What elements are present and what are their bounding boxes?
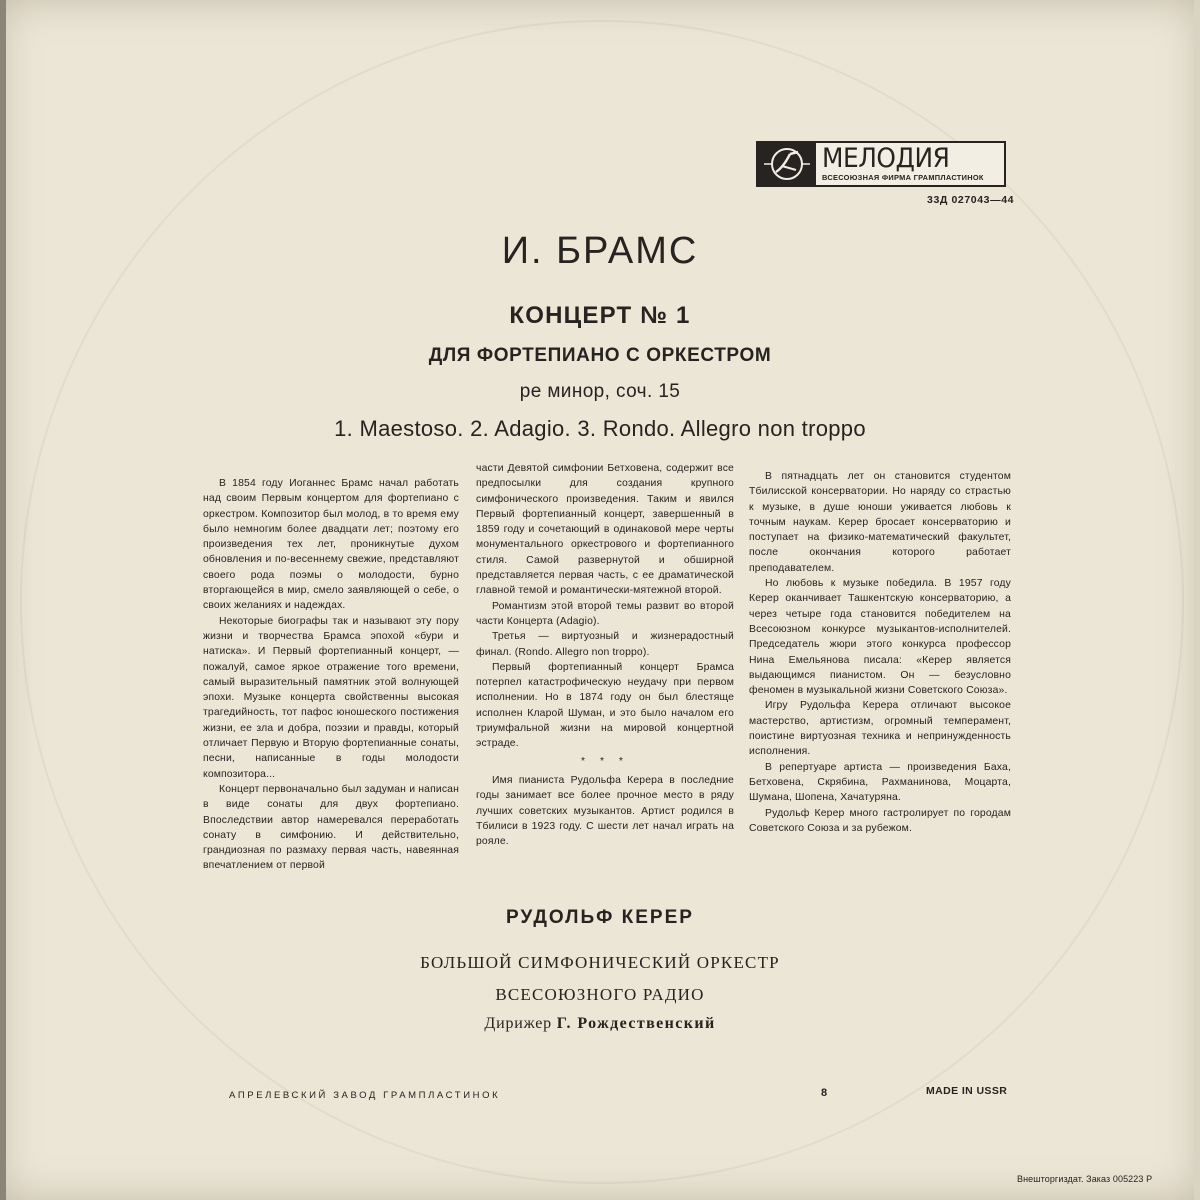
conductor-name: Г. Рождественский: [556, 1015, 716, 1032]
paragraph: Третья — виртуозный и жизнерадостный финал. (Rondo. Allegro non troppo).: [476, 631, 734, 658]
paragraph: Некоторые биографы так и называют эту пору жизни и творчества Брамса эпохой «бури и натиска». И Первый фортепианный концерт, — пожалуй, самое яркое отражение того времени, самый выразительный памятник этой волнующей эпохи. Музыке концерта свойственны высокая трагедийность, тот пафос юношеского постижения жизни, ее зла и добра, поэзии и правды, который отличает Первую и Вторую фортепианные сонаты, песни, написанные в годы молодости композитора...: [203, 615, 459, 780]
movements-list: 1. Maestoso. 2. Adagio. 3. Rondo. Allegro non troppo: [334, 416, 866, 441]
paragraph: части Девятой симфонии Бетховена, содержит все предпосылки для создания крупного симфонического произведения. Таким и явился Первый фортепианный концерт, завершенный в 1859 году и сочетающий в одинаковой мере черты монументального оркестрового и фортепианного стиля. Самой развернутой и обширной представляется первая часть, с ее драматической главной темой и романтически-мятежной второй.: [476, 463, 734, 597]
paragraph: Игру Рудольфа Керера отличают высокое мастерство, артистизм, огромный темперамент, поистине виртуозная техника и непринужденность исполнения.: [749, 700, 1011, 758]
paragraph: Рудольф Керер много гастролирует по городам Советского Союза и за рубежом.: [749, 807, 1011, 834]
instrumentation: ДЛЯ ФОРТЕПИАНО С ОРКЕСТРОМ: [428, 345, 772, 366]
paragraph: В репертуаре артиста — произведения Баха, Бетховена, Скрябина, Рахманинова, Моцарта, Шумана, Шопена, Хачатуряна.: [749, 761, 1011, 804]
conductor-line: [0, 1015, 1200, 1033]
pressing-plant: АПРЕЛЕВСКИЙ ЗАВОД ГРАМПЛАСТИНОК: [229, 1090, 501, 1101]
work-title: КОНЦЕРТ № 1: [509, 302, 691, 329]
paragraph: Романтизм этой второй темы развит во второй части Концерта (Adagio).: [476, 600, 734, 627]
key-opus: ре минор, соч. 15: [519, 381, 681, 402]
liner-notes-column-1: [203, 476, 459, 874]
paragraph: В пятнадцать лет он становится студентом Тбилисской консерватории. Но наряду со страстью к музыке, в душе юноши уживается любовь к точным наукам. Керер бросает консерваторию и поступает на физико-математический факультет, после окончания которого работает преподавателем.: [749, 471, 1011, 574]
liner-notes-column-3: [749, 469, 1011, 836]
logo-text-block: [816, 143, 984, 185]
conductor-label: Дирижер: [484, 1015, 552, 1032]
logo-name: МЕЛОДИЯ: [822, 143, 950, 174]
liner-notes-column-2: [476, 461, 734, 849]
print-info: Внешторгиздат. Заказ 005223 Р: [1017, 1174, 1153, 1184]
paragraph: В 1854 году Иоганнес Брамс начал работать над своим Первым концертом для фортепиано с оркестром. Композитор был молод, в то время ему было немногим более двадцати лет; поэтому его произведения тех лет, проникнутые духом обновления и по-весеннему свежие, представляют своего рода поэмы о молодости, бурно вторгающейся в мир, смело заявляющей о себе, о своих желаниях и надеждах.: [203, 478, 459, 612]
paragraph: Но любовь к музыке победила. В 1957 году Керер оканчивает Ташкентскую консерваторию, а через четыре года становится победителем на Всесоюзном конкурсе музыкантов-исполнителей. Председатель жюри этого конкурса профессор Нина Емельянова писала: «Керер является выдающимся пианистом. Он — безусловно феномен в музыкальной жизни Советского Союза».: [749, 578, 1011, 697]
paragraph: Имя пианиста Рудольфа Керера в последние годы занимает все более прочное место в ряду лучших советских музыкантов. Артист родился в Тбилиси в 1923 году. С шести лет начал играть на рояле.: [476, 774, 734, 848]
catalog-number: 33Д 027043—44: [927, 194, 1015, 206]
soloist-name: РУДОЛЬФ КЕРЕР: [506, 907, 694, 928]
logo-subtitle: ВСЕСОЮЗНАЯ ФИРМА ГРАМПЛАСТИНОК: [822, 173, 984, 182]
made-in-label: MADE IN USSR: [926, 1085, 1008, 1097]
paragraph: Первый фортепианный концерт Брамса потерпел катастрофическую неудачу при первом исполнении. Но в 1874 году он был блестяще исполнен Кларой Шуман, и это было началом его триумфальной жизни на мировой концертной эстраде.: [476, 661, 734, 750]
composer-heading: И. БРАМС: [501, 230, 699, 272]
melodiya-emblem-icon: [758, 143, 816, 185]
orchestra-affiliation: ВСЕСОЮЗНОГО РАДИО: [495, 985, 705, 1004]
orchestra-name: БОЛЬШОЙ СИМФОНИЧЕСКИЙ ОРКЕСТР: [420, 953, 780, 972]
section-separator: * * *: [581, 755, 629, 767]
page-number: 8: [821, 1087, 828, 1099]
melodiya-logo: [756, 141, 1006, 187]
paragraph: Концерт первоначально был задуман и написан в виде сонаты для двух фортепиано. Впоследствии автор намеревался переработать сонату в симфонию. И действительно, грандиозная по размаху первая часть, навеянная впечатлением от первой: [203, 783, 459, 872]
